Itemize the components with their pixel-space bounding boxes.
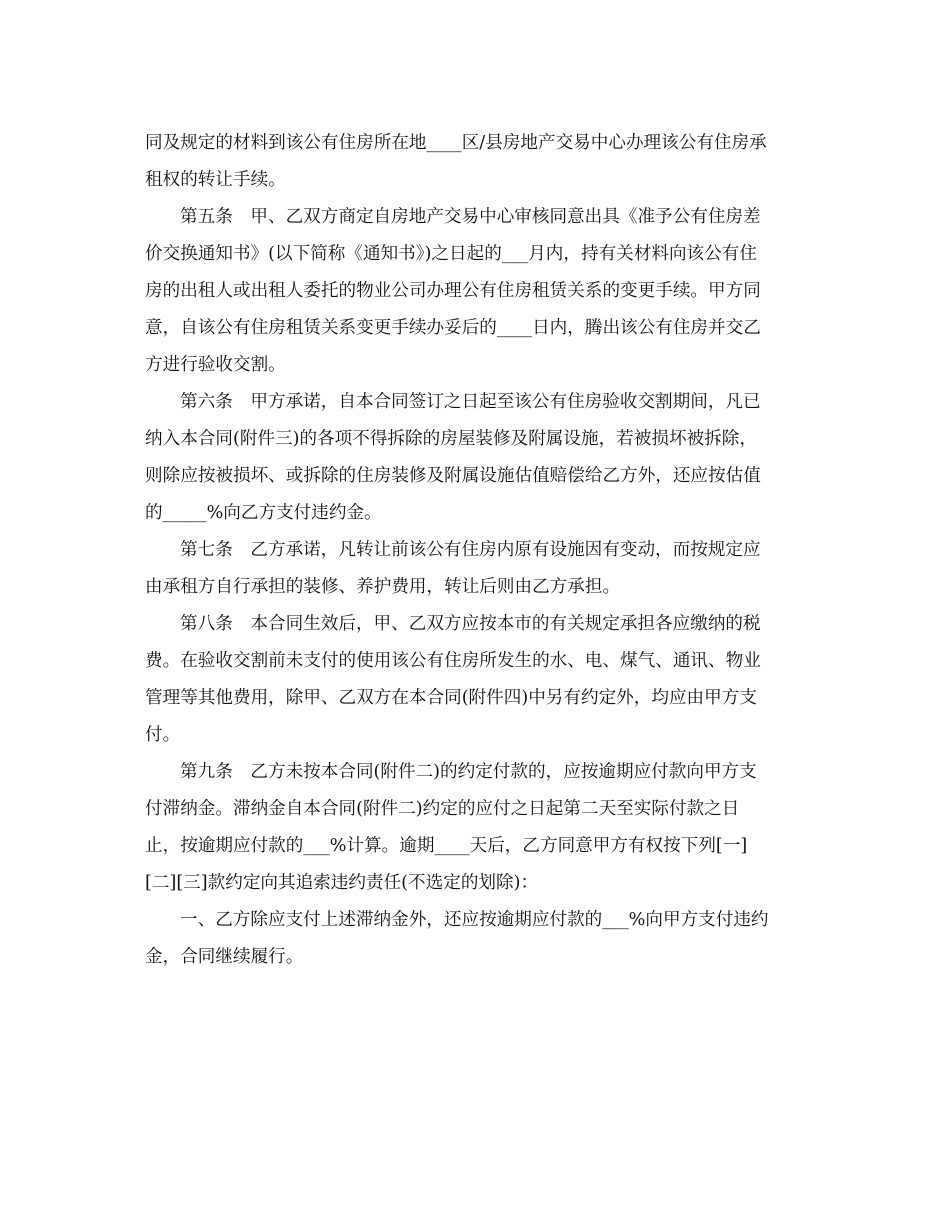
text-line: 由承租方自行承担的装修、养护费用，转让后则由乙方承担。 bbox=[145, 577, 621, 597]
text-line: 意，自该公有住房租赁关系变更手续办妥后的____日内，腾出该公有住房并交乙 bbox=[145, 318, 761, 338]
text-line: 纳入本合同(附件三)的各项不得拆除的房屋装修及附属设施，若被损坏被拆除， bbox=[145, 429, 757, 449]
article-5-heading-line: 第五条 甲、乙双方商定自房地产交易中心审核同意出具《准予公有住房差 bbox=[180, 207, 761, 227]
article-7-heading-line: 第七条 乙方承诺，凡转让前该公有住房内原有设施因有变动，而按规定应 bbox=[180, 540, 761, 560]
clause-1-heading-line: 一、乙方除应支付上述滞纳金外，还应按逾期应付款的___%向甲方支付违约 bbox=[180, 910, 769, 930]
text-line: 价交换通知书》(以下简称《通知书》)之日起的___月内，持有关材料向该公有住 bbox=[145, 244, 757, 264]
text-line: 同及规定的材料到该公有住房所在地____区/县房地产交易中心办理该公有住房承 bbox=[145, 133, 767, 153]
text-line: 租权的转让手续。 bbox=[145, 170, 286, 190]
text-line: 房的出租人或出租人委托的物业公司办理公有住房租赁关系的变更手续。甲方同 bbox=[145, 281, 761, 301]
article-9-heading-line: 第九条 乙方未按本合同(附件二)的约定付款的，应按逾期应付款向甲方支 bbox=[180, 762, 757, 782]
text-line: 方进行验收交割。 bbox=[145, 355, 286, 375]
article-6-heading-line: 第六条 甲方承诺，自本合同签订之日起至该公有住房验收交割期间，凡已 bbox=[180, 392, 761, 412]
text-line: 金，合同继续履行。 bbox=[145, 947, 304, 967]
contract-text bbox=[145, 125, 810, 976]
text-line: 止，按逾期应付款的___%计算。逾期____天后，乙方同意甲方有权按下列[一] bbox=[145, 836, 748, 856]
text-line: 则除应按被损坏、或拆除的住房装修及附属设施估值赔偿给乙方外，还应按估值 bbox=[145, 466, 761, 486]
text-line: 的_____%向乙方支付违约金。 bbox=[145, 503, 382, 523]
text-line: 费。在验收交割前未支付的使用该公有住房所发生的水、电、煤气、通讯、物业 bbox=[145, 651, 761, 671]
article-8-heading-line: 第八条 本合同生效后，甲、乙双方应按本市的有关规定承担各应缴纳的税 bbox=[180, 614, 761, 634]
text-line: 付。 bbox=[145, 725, 181, 745]
text-line: 付滞纳金。滞纳金自本合同(附件二)约定的应付之日起第二天至实际付款之日 bbox=[145, 799, 740, 819]
text-line: 管理等其他费用，除甲、乙双方在本合同(附件四)中另有约定外，均应由甲方支 bbox=[145, 688, 757, 708]
text-line: [二][三]款约定向其追索违约责任(不选定的划除)： bbox=[145, 873, 539, 893]
